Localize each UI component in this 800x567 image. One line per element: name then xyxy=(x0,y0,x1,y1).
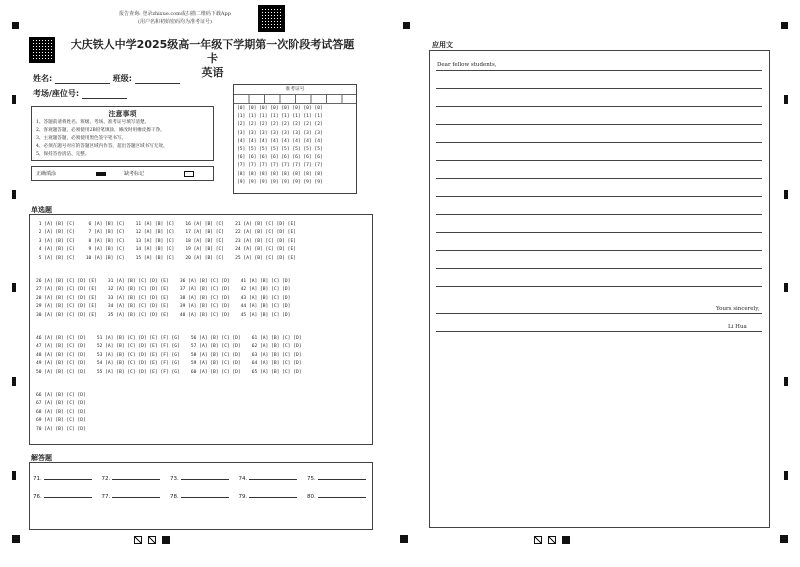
app-qr-code xyxy=(258,5,285,32)
short-answer-box xyxy=(29,462,373,530)
timing-mark xyxy=(12,190,16,199)
writing-line[interactable] xyxy=(436,70,762,71)
card-title-subject: 英语 xyxy=(201,66,224,79)
exam-id-label: 准考证号 xyxy=(234,85,356,95)
writing-line[interactable] xyxy=(436,250,762,251)
timing-mark xyxy=(784,190,788,199)
notice-item: 1、答题前请将姓名、班级、考场、准考证号填写清楚。 xyxy=(36,120,150,125)
q73: 73. xyxy=(170,476,179,482)
report-note-line2: (用户名和初始密码均为准考证号) xyxy=(138,19,212,25)
name-class-row xyxy=(33,73,180,84)
seat-field[interactable] xyxy=(82,98,127,99)
writing-line[interactable] xyxy=(436,214,762,215)
card-qr-code xyxy=(29,37,55,63)
q79: 79. xyxy=(238,494,248,500)
letter-greeting: Dear fellow students, xyxy=(437,62,497,68)
writing-line[interactable] xyxy=(436,313,762,314)
writing-title: 应用文 xyxy=(432,41,453,49)
writing-line[interactable] xyxy=(436,142,762,143)
timing-mark xyxy=(784,283,788,292)
timing-mark xyxy=(781,22,788,29)
filled-box-icon xyxy=(162,536,170,544)
timing-mark xyxy=(12,535,20,543)
report-note-line1: 报告查询: 登录zhixue.com或扫描二维码下载App xyxy=(119,11,231,17)
short-answer-title: 解答题 xyxy=(31,454,52,462)
q74: 74. xyxy=(238,476,248,482)
absent-mark-box[interactable] xyxy=(184,171,194,177)
short-answer-row-1 xyxy=(33,476,366,482)
answer-74-field[interactable] xyxy=(249,479,297,480)
slash-box-icon xyxy=(148,536,156,544)
answer-73-field[interactable] xyxy=(181,479,229,480)
timing-mark xyxy=(403,22,410,29)
writing-line[interactable] xyxy=(436,232,762,233)
q72: 72. xyxy=(101,476,111,482)
answer-80-field[interactable] xyxy=(318,497,366,498)
q77: 77. xyxy=(101,494,111,500)
writing-line[interactable] xyxy=(436,160,762,161)
fill-mark-legend xyxy=(31,166,214,181)
slash-box-icon xyxy=(134,536,142,544)
letter-signature: Li Hua xyxy=(728,324,747,330)
choice-block-26-45[interactable]: 26 [A] [B] [C] [D] [E] 31 [A] [B] [C] [D] [E] 36 [A] [B] [C] [D] 41 [A] [B] [C] [D] 27 [A] [B] [C] [D] [E] 32 [A] [B] [C] [D] [E] 37 [A] [B] [C] [D] 42 [A] [B] [C] [D] 28 [A] [B] [C] [D] [E] 33 [A] [B] [C] [D] [E] 38 [A] [B] [C] [D] 43 [A] [B] [C] [D] 29 [A] [B] [C] [D] [E] 34 [A] [B] [C] [D] [E] 39 [A] [B] [C] [D] 44 [A] [B] [C] [D] 30 [A] [B] [C] [D] [E] 35 [A] [B] [C] [D] [E] 40 [A] [B] [C] [D] 45 [A] [B] [C] [D] xyxy=(36,279,291,318)
answer-77-field[interactable] xyxy=(112,497,160,498)
letter-closing: Yours sincerely, xyxy=(716,306,760,312)
class-field[interactable] xyxy=(135,83,180,84)
slash-box-icon xyxy=(548,536,556,544)
choice-block-1-25[interactable]: 1 [A] [B] [C] 6 [A] [B] [C] 11 [A] [B] [C] 16 [A] [B] [C] 21 [A] [B] [C] [D] [E] 2 [A] [B] [C] 7 [A] [B] [C] 12 [A] [B] [C] 17 [A] [B] [C] 22 [A] [B] [C] [D] [E] 3 [A] [B] [C] 8 [A] [B] [C] 13 [A] [B] [C] 18 [A] [B] [C] 23 [A] [B] [C] [D] [E] 4 [A] [B] [C] 9 [A] [B] [C] 14 [A] [B] [C] 19 [A] [B] [C] 24 [A] [B] [C] [D] [E] 5 [A] [B] [C] 10 [A] [B] [C] 15 [A] [B] [C] 20 [A] [B] [C] 25 [A] [B] [C] [D] [E] xyxy=(38,222,296,261)
q75: 75. xyxy=(307,476,316,482)
writing-line[interactable] xyxy=(436,268,762,269)
q80: 80. xyxy=(307,494,316,500)
notice-item: 4、必须在题号对应的答题区域内作答，超出答题区域书写无效。 xyxy=(36,144,168,149)
writing-line[interactable] xyxy=(436,124,762,125)
timing-mark xyxy=(780,535,788,543)
correct-fill-icon xyxy=(96,172,106,176)
exam-id-write-row[interactable] xyxy=(234,95,356,104)
timing-mark xyxy=(12,22,19,29)
answer-72-field[interactable] xyxy=(112,479,160,480)
notice-box xyxy=(31,106,214,161)
seat-row xyxy=(33,88,127,99)
q78: 78. xyxy=(170,494,179,500)
q76: 76. xyxy=(33,494,42,500)
name-field[interactable] xyxy=(55,83,110,84)
short-answer-row-2 xyxy=(33,494,366,500)
choice-block-66-70[interactable]: 66 [A] [B] [C] [D] 67 [A] [B] [C] [D] 68 [A] [B] [C] [D] 69 [A] [B] [C] [D] 70 [A] [B] [C] [D] xyxy=(36,393,86,432)
timing-mark xyxy=(12,95,16,104)
choice-block-46-65[interactable]: 46 [A] [B] [C] [D] 51 [A] [B] [C] [D] [E] [F] [G] 56 [A] [B] [C] [D] 61 [A] [B] [C] [D] 47 [A] [B] [C] [D] 52 [A] [B] [C] [D] [E] [F] [G] 57 [A] [B] [C] [D] 62 [A] [B] [C] [D] 48 [A] [B] [C] [D] 53 [A] [B] [C] [D] [E] [F] [G] 58 [A] [B] [C] [D] 63 [A] [B] [C] [D] 49 [A] [B] [C] [D] 54 [A] [B] [C] [D] [E] [F] [G] 59 [A] [B] [C] [D] 64 [A] [B] [C] [D] 50 [A] [B] [C] [D] 55 [A] [B] [C] [D] [E] [F] [G] 60 [A] [B] [C] [D] 65 [A] [B] [C] [D] xyxy=(36,336,302,375)
writing-line[interactable] xyxy=(436,88,762,89)
answer-78-field[interactable] xyxy=(181,497,229,498)
timing-mark xyxy=(400,535,408,543)
correct-fill-label: 正确填涂 xyxy=(36,171,57,177)
single-choice-box xyxy=(29,214,373,445)
notice-item: 5、保持答卷清洁、完整。 xyxy=(36,152,90,157)
writing-line[interactable] xyxy=(436,286,762,287)
timing-mark xyxy=(784,377,788,386)
seat-label: 考场/座位号: xyxy=(33,89,80,98)
slash-box-icon xyxy=(534,536,542,544)
class-label: 班级: xyxy=(112,74,132,83)
card-title-main: 大庆铁人中学2025级高一年级下学期第一次阶段考试答题卡 xyxy=(70,38,355,65)
exam-id-bubbles[interactable]: [0] [0] [0] [0] [0] [0] [0] [0] [1] [1] [1] [1] [1] [1] [1] [1] [2] [2] [2] [2] [2] [2] [2] [2] [3] [3] [3] [3] [3] [3] [3] [3] [4] [4] [4] [4] [4] [4] [4] [4] [5] [5] [5] [5] [5] [5] [5] [5] [6] [6] [6] [6] [6] [6] [6] [6] [7] [7] [7] [7] [7] [7] [7] [7] [8] [8] [8] [8] [8] [8] [8] [8] [9] [9] [9] [9] [9] [9] [9] [9] xyxy=(237,106,323,185)
writing-line[interactable] xyxy=(436,178,762,179)
notice-item: 3、主观题答题，必须使用黑色签字笔书写。 xyxy=(36,136,127,141)
timing-mark xyxy=(784,471,788,480)
answer-79-field[interactable] xyxy=(249,497,297,498)
notice-item: 2、客观题答题，必须使用2B铅笔填涂，修改时用橡皮擦干净。 xyxy=(36,128,165,133)
writing-box[interactable] xyxy=(429,50,770,528)
timing-mark xyxy=(12,283,16,292)
writing-line[interactable] xyxy=(436,331,762,332)
writing-line[interactable] xyxy=(436,106,762,107)
timing-mark xyxy=(12,471,16,480)
timing-mark xyxy=(12,377,16,386)
absent-mark-label: 缺考标记 xyxy=(124,171,145,177)
answer-75-field[interactable] xyxy=(318,479,366,480)
notice-title: 注意事项 xyxy=(108,110,137,118)
exam-id-grid xyxy=(233,84,357,194)
answer-71-field[interactable] xyxy=(44,479,92,480)
q71: 71. xyxy=(33,476,42,482)
report-note xyxy=(100,10,250,26)
answer-76-field[interactable] xyxy=(44,497,92,498)
filled-box-icon xyxy=(562,536,570,544)
name-label: 姓名: xyxy=(33,74,53,83)
timing-mark xyxy=(784,95,788,104)
writing-line[interactable] xyxy=(436,196,762,197)
single-choice-title: 单选题 xyxy=(31,206,52,214)
